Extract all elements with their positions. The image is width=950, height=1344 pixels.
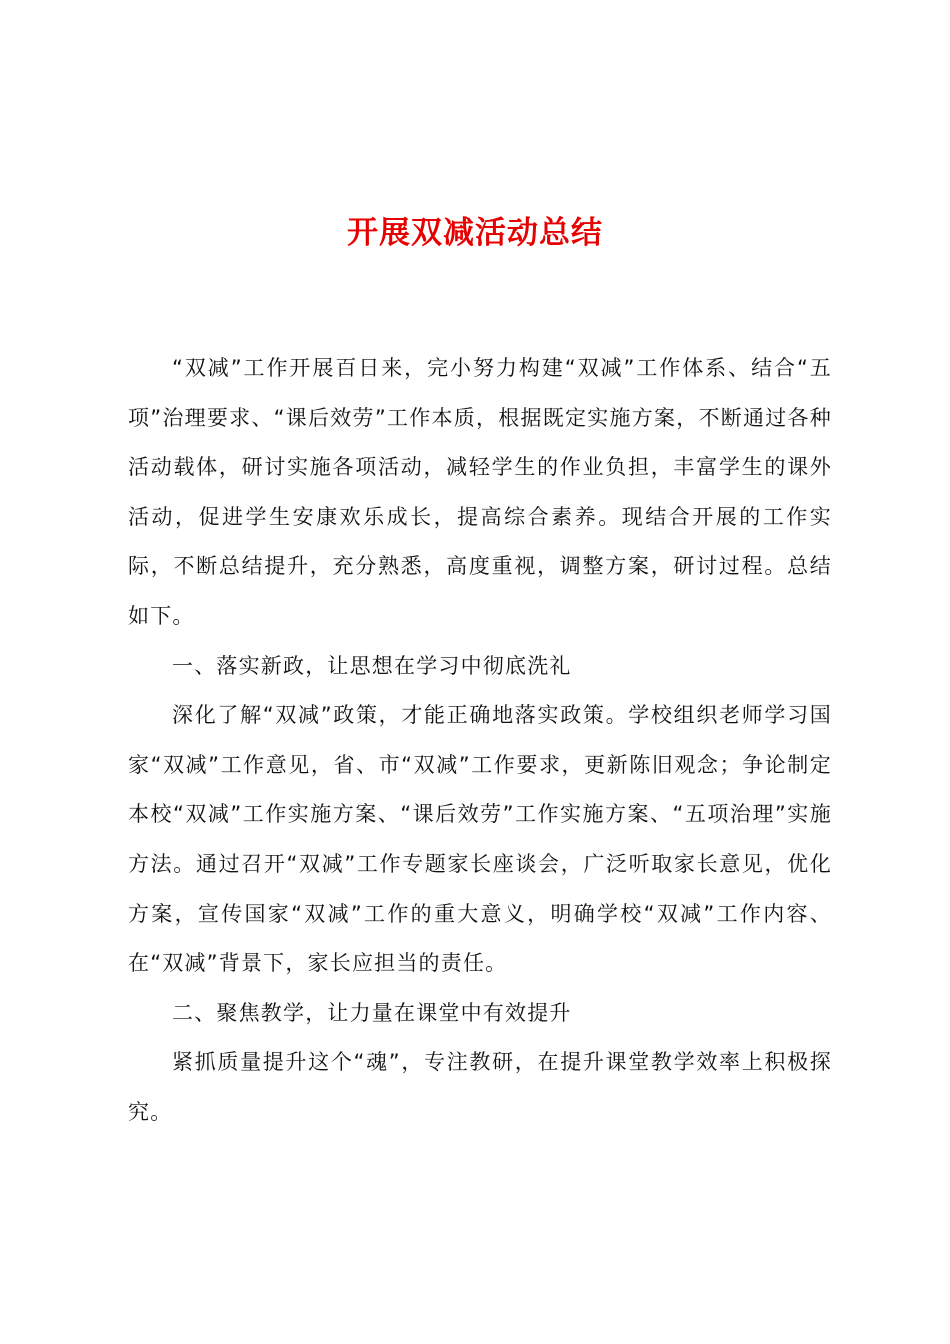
section-heading-1: 一、落实新政，让思想在学习中彻底洗礼: [172, 653, 572, 678]
section-2-paragraph: 紧抓质量提升这个“魂”，专注教研，在提升课堂教学效率上积极探究。: [128, 1050, 832, 1124]
intro-paragraph: “双减”工作开展百日来，完小努力构建“双减”工作体系、结合“五项”治理要求、“课后效劳”工作本质，根据既定实施方案，不断通过各种活动载体，研讨实施各项活动，减轻学生的作业负担，丰富学生的课外活动，促进学生安康欢乐成长，提高综合素养。现结合开展的工作实际，不断总结提升，充分熟悉，高度重视，调整方案，研讨过程。总结如下。: [128, 356, 832, 628]
document-title: 开展双减活动总结: [347, 215, 603, 251]
document-body: [128, 344, 832, 1138]
section-heading-2: 二、聚焦教学，让力量在课堂中有效提升: [172, 1000, 572, 1025]
section-1-paragraph: 深化了解“双减”政策，才能正确地落实政策。学校组织老师学习国家“双减”工作意见，省、市“双减”工作要求，更新陈旧观念；争论制定本校“双减”工作实施方案、“课后效劳”工作实施方案、“五项治理”实施方法。通过召开“双减”工作专题家长座谈会，广泛听取家长意见，优化方案，宣传国家“双减”工作的重大意义，明确学校“双减”工作内容、在“双减”背景下，家长应担当的责任。: [128, 703, 832, 976]
